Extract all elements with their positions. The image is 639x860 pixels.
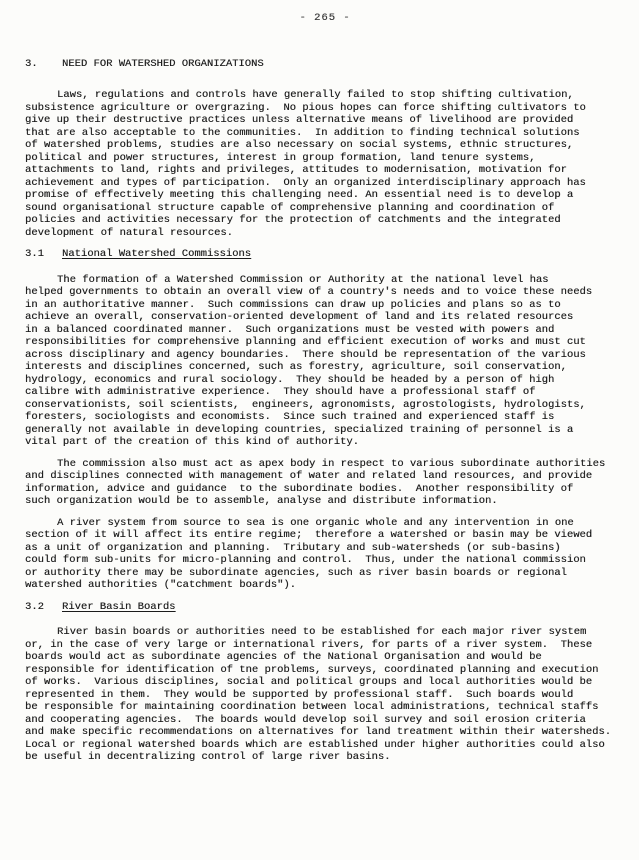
text-line: watershed authorities ("catchment boards"). [25, 579, 296, 591]
text-line: section of it will affect its entire regime; therefore a watershed or basin may be viewed [25, 529, 593, 541]
section-3 [25, 58, 625, 240]
text-line: policies and activities necessary for the protection of catchments and the integrated [25, 214, 561, 226]
text-line: The commission also must act as apex body in respect to various subordinate authorities [57, 457, 606, 470]
section-3-2 [25, 601, 625, 764]
text-line: helped governments to obtain an overall view of a country's needs and to voice these needs [25, 286, 593, 298]
section-number: 3.2 [25, 600, 44, 613]
text-line: could form sub-units for micro-planning and control. Thus, under the national commission [25, 554, 586, 566]
text-line: foresters, sociologists and economists. Since such trained and experienced staff is [25, 411, 555, 423]
text-line: and disciplines connected with management of water and related land resources, and provide [25, 470, 593, 482]
text-line: give up their destructive practices unless alternative means of livelihood are provided [25, 114, 574, 126]
text-line: achieve an overall, conservation-oriented development of land and its related resources [25, 311, 574, 323]
text-line: in an authoritative manner. Such commissions can draw up policies and plans so as to [25, 298, 561, 311]
page-number: - 265 - [299, 12, 351, 24]
paragraph [25, 517, 625, 592]
text-line: and cooperating agencies. The boards would develop soil survey and soil erosion criteria [25, 713, 586, 726]
text-line: A river system from source to sea is one organic whole and any intervention in one [57, 516, 574, 529]
text-line: as a unit of organization and planning. Tributary and sub-watersheds (or sub-basins) [25, 541, 561, 554]
text-line: hydrology, economics and rural sociology. They should be headed by a person of high [25, 373, 555, 386]
text-line: of works. Various disciplines, social and political groups and local authorities would be [25, 676, 593, 688]
paragraph [25, 458, 625, 508]
section-heading [25, 248, 625, 261]
text-line: be useful in decentralizing control of large river basins. [25, 751, 391, 763]
text-line: vital part of the creation of this kind of authority. [25, 436, 359, 448]
paragraph [25, 274, 625, 449]
text-line: calibre with administrative experience. They should have a professional staff of [25, 386, 536, 398]
text-line: represented in them. They would be supported by professional staff. Such boards would [25, 688, 574, 701]
text-line: generally not available in developing countries, specialized training of personnel is a [25, 423, 574, 436]
text-line: Local or regional watershed boards which are established under higher authorities could also [25, 738, 605, 751]
text-line: interests and disciplines concerned, such as forestry, agriculture, soil conservation, [25, 361, 567, 373]
text-line: subsistence agriculture or overgrazing. No pious hopes can force shifting cultivators to [25, 101, 586, 114]
paragraph [25, 626, 625, 764]
section-title: National Watershed Commissions [62, 248, 252, 260]
text-line: River basin boards or authorities need to be established for each major river system [57, 626, 587, 638]
text-line: development of natural resources. [25, 226, 233, 239]
text-line: of watershed problems, studies are also necessary on social systems, ethnic structures, [25, 139, 574, 151]
paragraph [25, 89, 625, 239]
text-line: responsible for identification of tne problems, surveys, coordinated planning and execution [25, 663, 599, 676]
section-heading [25, 601, 625, 614]
text-line: information, advice and guidance to the subordinate bodies. Another responsibility of [25, 482, 574, 495]
text-line: The formation of a Watershed Commission or Authority at the national level has [57, 273, 549, 286]
text-line: achievement and types of participation. Only an organized interdisciplinary approach has [25, 176, 586, 189]
text-line: and make specific recommendations on alternatives for land treatment within their watersheds. [25, 726, 611, 738]
document-content [25, 58, 625, 764]
text-line: boards would act as subordinate agencies of the National Organisation and would be [25, 651, 542, 663]
section-title: NEED FOR WATERSHED ORGANIZATIONS [62, 57, 264, 70]
text-line: that are also acceptable to the communities. In addition to finding technical solutions [25, 126, 580, 139]
text-line: or, in the case of very large or international rivers, for parts of a river system. These [25, 638, 593, 651]
text-line: responsibilities for comprehensive planning and efficient execution of works and must cut [25, 336, 586, 348]
text-line: political and power structures, interest in group formation, land tenure systems, [25, 151, 536, 164]
text-line: be responsible for maintaining coordination between local administrations, technical staffs [25, 701, 599, 713]
text-line: attachments to land, rights and privileges, attitudes to modernisation, motivation for [25, 164, 567, 176]
section-heading [25, 58, 625, 71]
text-line: or authority there may be subordinate agencies, such as river basin boards or regional [25, 566, 567, 579]
section-title: River Basin Boards [62, 600, 176, 613]
section-number: 3. [25, 57, 38, 70]
text-line: sound organisational structure capable of comprehensive planning and coordination of [25, 201, 555, 214]
text-line: conservationists, soil scientists, engineers, agronomists, agrostologists, hydrologists, [25, 398, 586, 411]
section-3-1 [25, 248, 625, 592]
text-line: such organization would be to assemble, analyse and distribute information. [25, 495, 498, 507]
text-line: in a balanced coordinated manner. Such organizations must be vested with powers and [25, 323, 555, 336]
text-line: promise of effectively meeting this challenging need. An essential need is to develop a [25, 189, 574, 201]
text-line: across disciplinary and agency boundaries. There should be representation of the various [25, 348, 586, 361]
section-number: 3.1 [25, 248, 44, 260]
text-line: Laws, regulations and controls have generally failed to stop shifting cultivation, [57, 89, 574, 101]
